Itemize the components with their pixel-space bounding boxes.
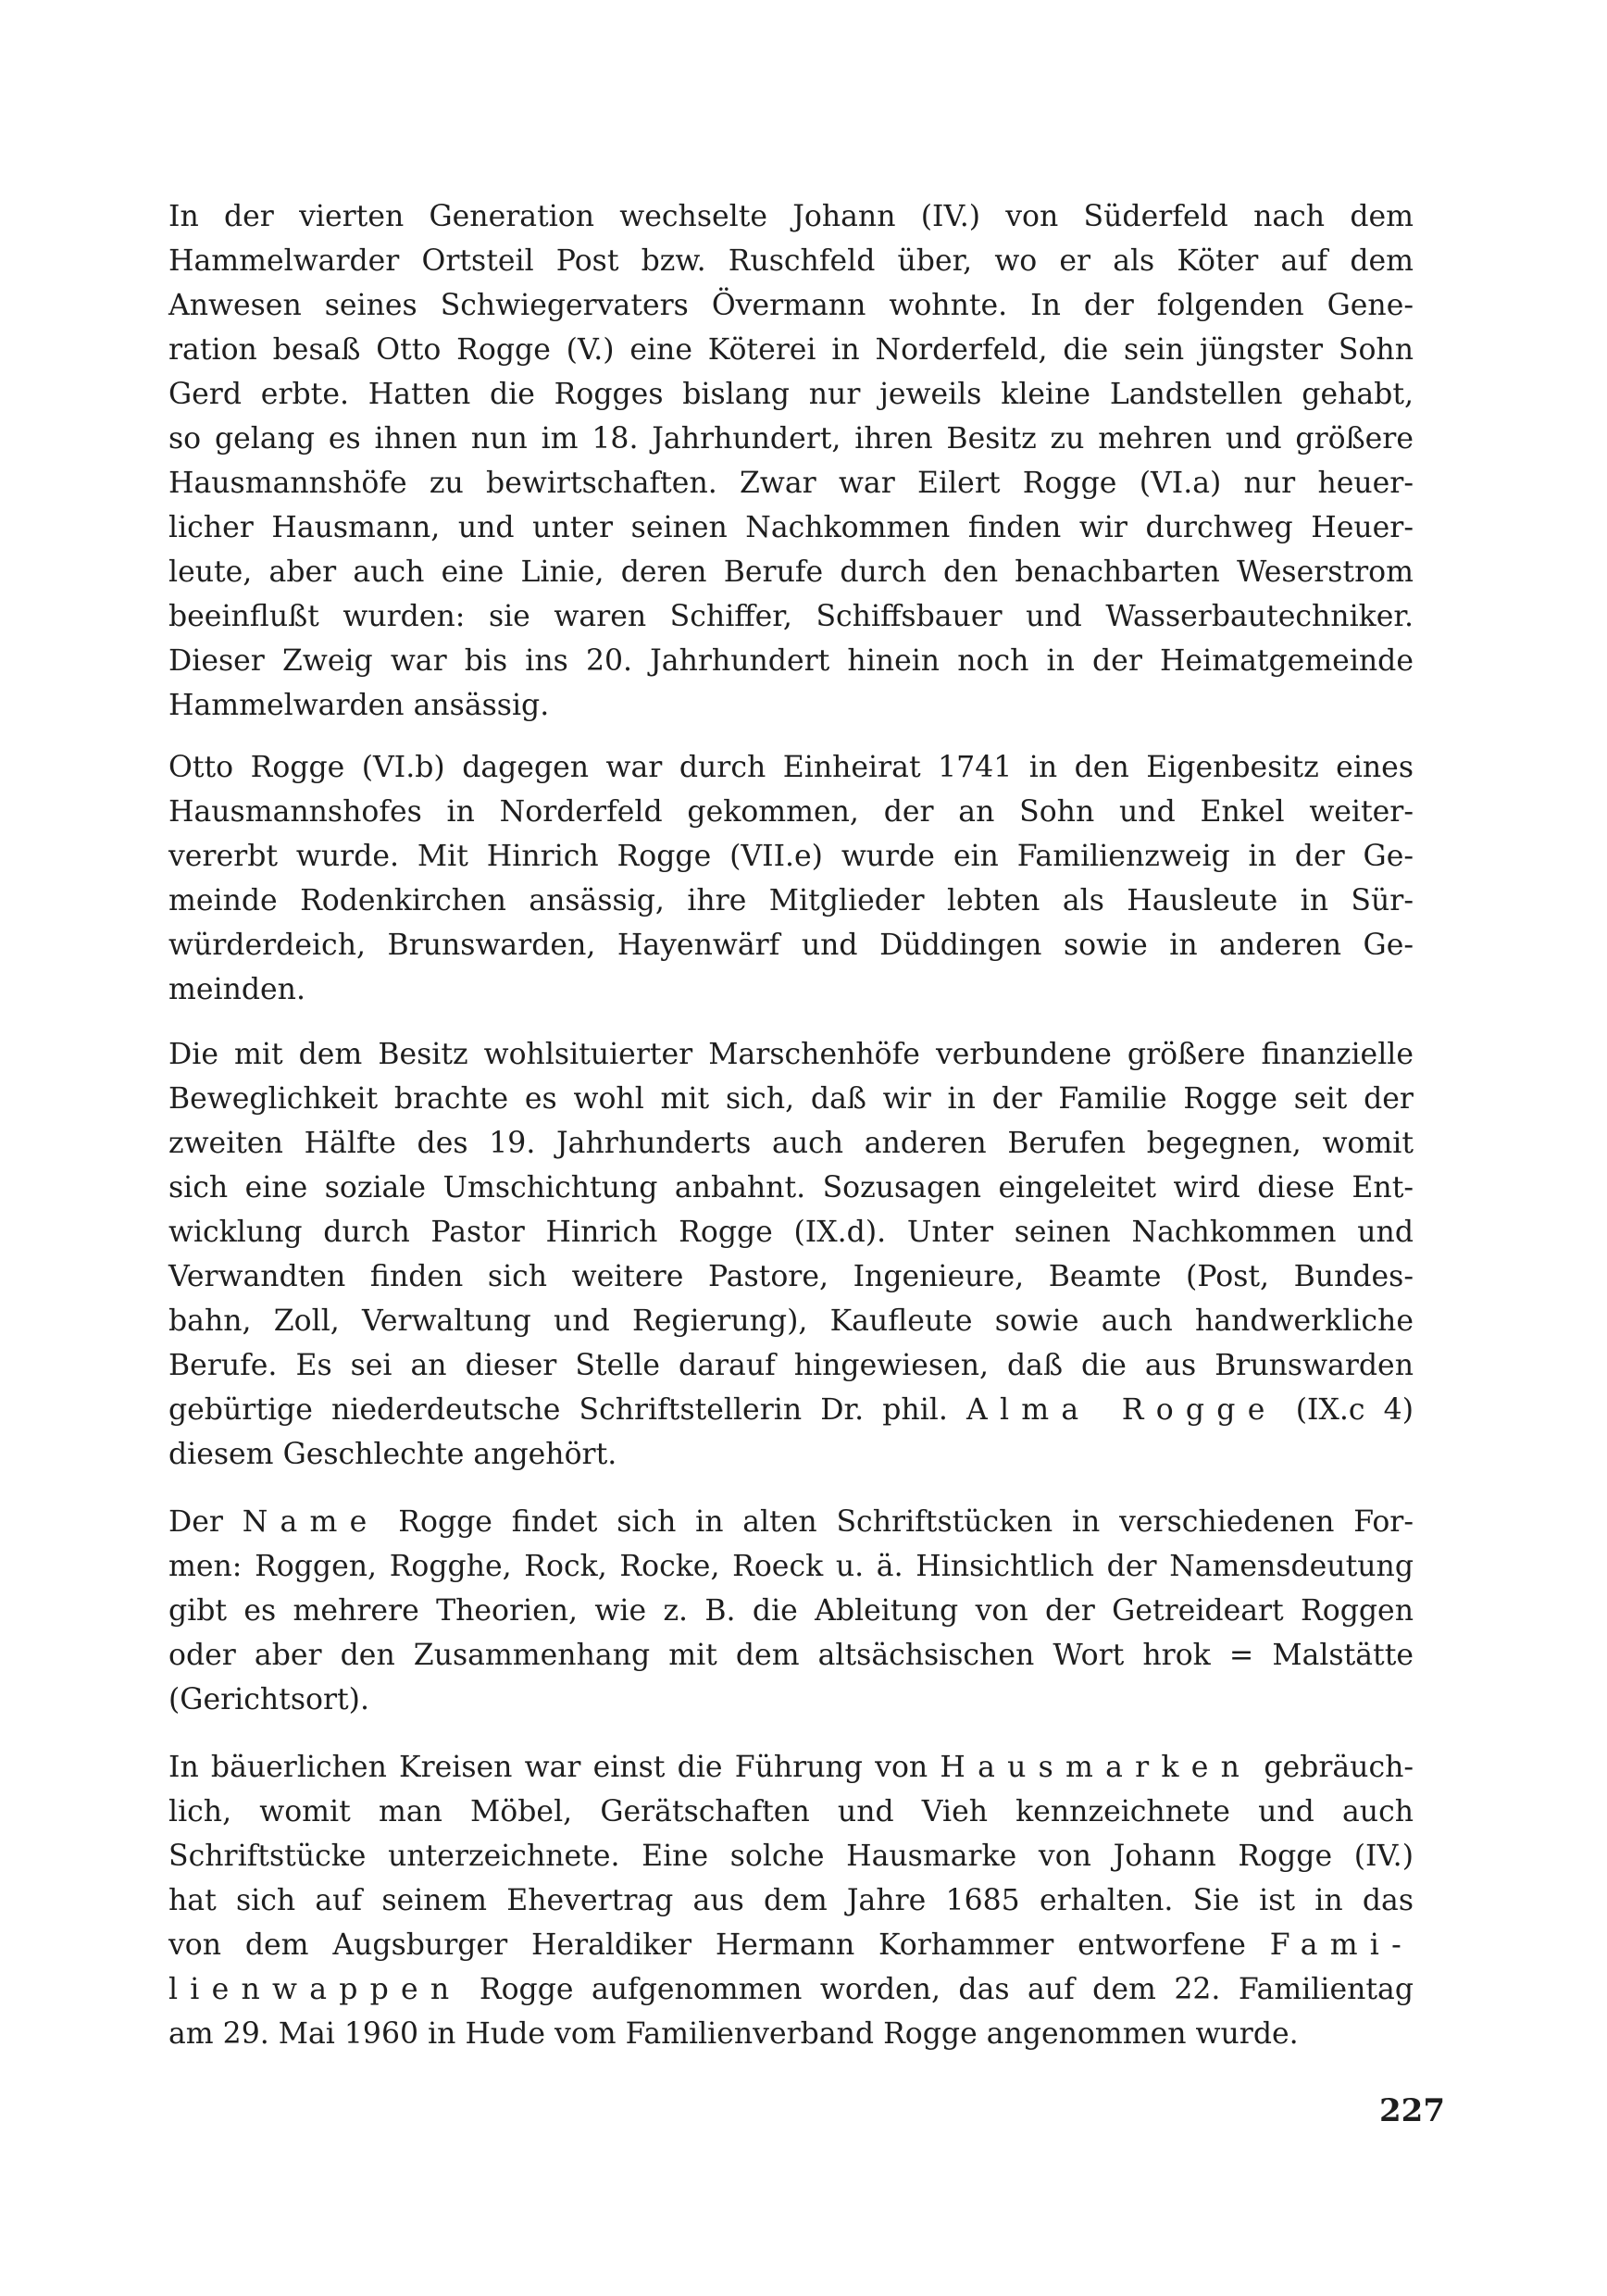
text-fragment: (IX.c 4) <box>1295 1393 1414 1427</box>
text-line: oder aber den Zusammenhang mit dem altsächsischen Wort hrok = Malstätte <box>168 1639 1414 1672</box>
text-line: Otto Rogge (VI.b) dagegen war durch Einheirat 1741 in den Eigenbesitz eines <box>168 751 1414 784</box>
text-line: Hausmannshöfe zu bewirtschaften. Zwar war Eilert Rogge (VI.a) nur heuer- <box>168 467 1414 500</box>
emphasized-term: Fami- <box>1269 1928 1414 1962</box>
text-line: In der vierten Generation wechselte Johann (IV.) von Süderfeld nach dem <box>168 200 1414 233</box>
text-line: licher Hausmann, und unter seinen Nachkommen finden wir durchweg Heuer- <box>168 511 1414 544</box>
text-fragment: von dem Augsburger Heraldiker Hermann Korhammer entworfene <box>168 1928 1246 1962</box>
text-line: diesem Geschlechte angehört. <box>168 1438 617 1471</box>
paragraph-name <box>168 1500 1414 1722</box>
paragraph-hausmarken <box>168 1745 1414 2056</box>
text-line: leute, aber auch eine Linie, deren Berufe durch den benachbarten Weserstrom <box>168 555 1414 589</box>
text-fragment: Der <box>168 1505 223 1539</box>
text-fragment: gebürtige niederdeutsche Schriftstellerin Dr. phil. <box>168 1393 948 1427</box>
emphasized-name: Alma Rogge <box>966 1393 1277 1427</box>
emphasized-term: Name <box>242 1505 380 1539</box>
text-line: Hammelwarden ansässig. <box>168 689 550 722</box>
text-line: Berufe. Es sei an dieser Stelle darauf hingewiesen, daß die aus Brunswarden <box>168 1349 1414 1382</box>
text-line <box>168 1967 1414 2012</box>
text-line <box>168 1500 1414 1544</box>
text-line: Anwesen seines Schwiegervaters Övermann wohnte. In der folgenden Gene- <box>168 289 1414 322</box>
paragraph-professions <box>168 1032 1414 1477</box>
text-line: (Gerichtsort). <box>168 1683 369 1716</box>
text-line: bahn, Zoll, Verwaltung und Regierung), Kaufleute sowie auch handwerkliche <box>168 1304 1414 1338</box>
paragraph-generations <box>168 194 1414 728</box>
text-line: sich eine soziale Umschichtung anbahnt. Sozusagen eingeleitet wird diese Ent- <box>168 1171 1414 1204</box>
text-line: Die mit dem Besitz wohlsituierter Marschenhöfe verbundene größere finanzielle <box>168 1038 1414 1071</box>
text-line: so gelang es ihnen nun im 18. Jahrhundert, ihren Besitz zu mehren und größere <box>168 422 1414 455</box>
text-line: meinde Rodenkirchen ansässig, ihre Mitglieder lebten als Hausleute in Sür- <box>168 884 1414 917</box>
emphasized-term: Hausmarken <box>940 1751 1252 1784</box>
text-line: hat sich auf seinem Ehevertrag aus dem Jahre 1685 erhalten. Sie ist in das <box>168 1884 1414 1917</box>
text-line: Verwandten finden sich weitere Pastore, Ingenieure, Beamte (Post, Bundes- <box>168 1260 1414 1293</box>
text-fragment: gebräuch- <box>1264 1751 1414 1784</box>
text-line: vererbt wurde. Mit Hinrich Rogge (VII.e) wurde ein Familienzweig in der Ge- <box>168 840 1414 873</box>
text-line <box>168 1388 1414 1432</box>
text-line: Schriftstücke unterzeichnete. Eine solche Hausmarke von Johann Rogge (IV.) <box>168 1840 1414 1873</box>
text-line: ration besaß Otto Rogge (V.) eine Köterei in Norderfeld, die sein jüngster Sohn <box>168 333 1414 367</box>
text-fragment: Rogge findet sich in alten Schriftstücken in verschiedenen For- <box>398 1505 1414 1539</box>
text-fragment: In bäuerlichen Kreisen war einst die Führung von <box>168 1751 928 1784</box>
text-line: Hausmannshofes in Norderfeld gekommen, der an Sohn und Enkel weiter- <box>168 795 1414 829</box>
text-line: Gerd erbte. Hatten die Rogges bislang nur jeweils kleine Landstellen gehabt, <box>168 378 1414 411</box>
text-line: gibt es mehrere Theorien, wie z. B. die Ableitung von der Getreideart Roggen <box>168 1594 1414 1628</box>
text-line <box>168 1745 1414 1790</box>
page-number: 227 <box>1379 2092 1445 2129</box>
text-line: meinden. <box>168 973 305 1006</box>
text-line: Beweglichkeit brachte es wohl mit sich, daß wir in der Familie Rogge seit der <box>168 1082 1414 1116</box>
text-line <box>168 1923 1414 1967</box>
text-line: lich, womit man Möbel, Gerätschaften und Vieh kennzeichnete und auch <box>168 1795 1414 1828</box>
text-fragment: Rogge aufgenommen worden, das auf dem 22. Familientag <box>479 1973 1414 2006</box>
text-line: würderdeich, Brunswarden, Hayenwärf und Düddingen sowie in anderen Ge- <box>168 929 1414 962</box>
text-line: beeinflußt wurden: sie waren Schiffer, Schiffsbauer und Wasserbautechniker. <box>168 600 1414 633</box>
text-line: Dieser Zweig war bis ins 20. Jahrhundert hinein noch in der Heimatgemeinde <box>168 644 1414 678</box>
text-line: zweiten Hälfte des 19. Jahrhunderts auch anderen Berufen begegnen, womit <box>168 1127 1414 1160</box>
text-line: wicklung durch Pastor Hinrich Rogge (IX.d). Unter seinen Nachkommen und <box>168 1216 1414 1249</box>
text-line: Hammelwarder Ortsteil Post bzw. Ruschfeld über, wo er als Köter auf dem <box>168 244 1414 278</box>
text-line: am 29. Mai 1960 in Hude vom Familienverband Rogge angenommen wurde. <box>168 2017 1299 2051</box>
emphasized-term: lienwappen <box>168 1973 462 2006</box>
paragraph-norderfeld <box>168 745 1414 1012</box>
text-line: men: Roggen, Rogghe, Rock, Rocke, Roeck u. ä. Hinsichtlich der Namensdeutung <box>168 1550 1414 1583</box>
